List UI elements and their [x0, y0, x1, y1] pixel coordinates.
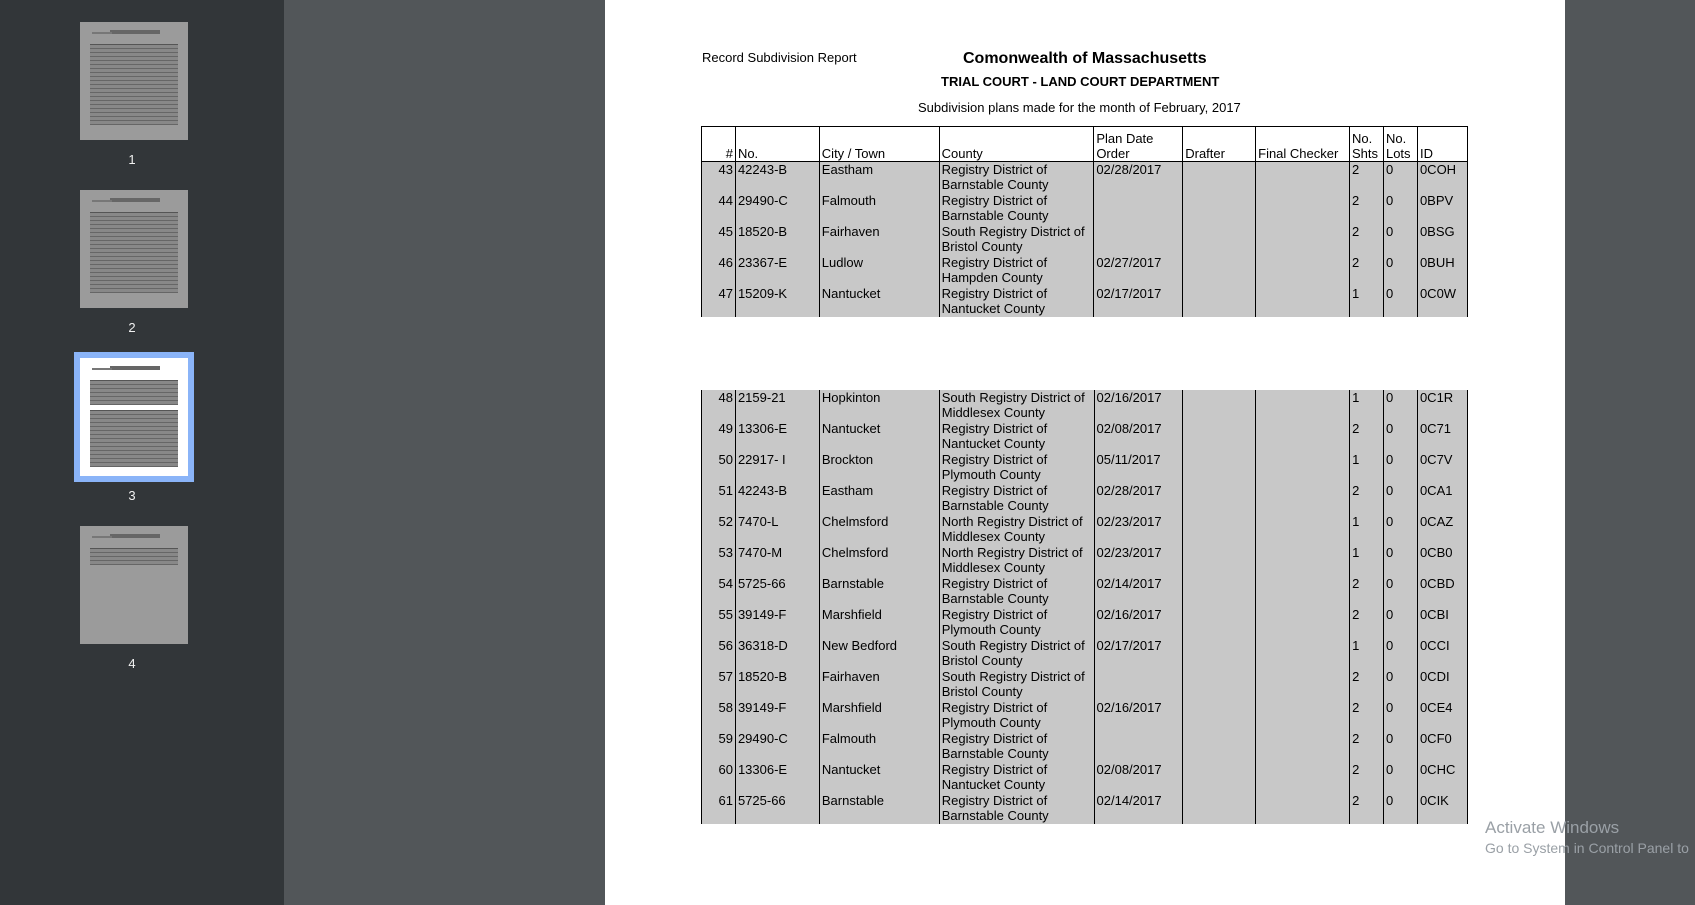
table-cell: 50 — [702, 452, 736, 483]
table-cell: 47 — [702, 286, 736, 317]
table-cell: Nantucket — [819, 421, 939, 452]
table-cell — [1256, 421, 1350, 452]
document-page — [605, 0, 1565, 905]
table-cell — [1094, 669, 1183, 700]
table-cell: 2 — [1350, 700, 1384, 731]
thumbnail-label: 4 — [128, 656, 136, 671]
table-cell — [1183, 162, 1256, 194]
column-header: No. Shts — [1349, 127, 1383, 162]
table-cell: 0BPV — [1417, 193, 1467, 224]
table-cell: Registry District of Nantucket County — [939, 762, 1094, 793]
table-cell: 0 — [1384, 638, 1418, 669]
table-row — [702, 255, 1468, 286]
table-cell: 49 — [702, 421, 736, 452]
table-cell — [1183, 390, 1256, 421]
table-cell: 0 — [1384, 731, 1418, 762]
page-subtitle: TRIAL COURT - LAND COURT DEPARTMENT — [941, 74, 1220, 89]
column-header: ID — [1417, 127, 1467, 162]
table-cell: 1 — [1350, 545, 1384, 576]
table-cell: 58 — [702, 700, 736, 731]
column-header: No. Lots — [1383, 127, 1417, 162]
table-cell: Fairhaven — [819, 224, 939, 255]
table-cell: 2 — [1350, 421, 1384, 452]
table-cell: 2 — [1350, 731, 1384, 762]
subdivision-table-bottom — [701, 390, 1468, 824]
table-cell: 02/23/2017 — [1094, 545, 1183, 576]
table-cell: 2 — [1349, 162, 1383, 194]
page-title: Comonwealth of Massachusetts — [963, 50, 1207, 67]
table-cell: Chelmsford — [819, 545, 939, 576]
table-cell: 2 — [1349, 193, 1383, 224]
table-cell — [1183, 576, 1256, 607]
table-row — [702, 793, 1468, 824]
table-header-row — [702, 127, 1468, 162]
table-cell: 7470-M — [735, 545, 819, 576]
table-cell: 0CBI — [1417, 607, 1467, 638]
table-cell — [1183, 762, 1256, 793]
table-cell — [1256, 793, 1350, 824]
page-thumbnail-image[interactable] — [80, 22, 188, 140]
table-cell: 0C0W — [1417, 286, 1467, 317]
table-cell: Hopkinton — [819, 390, 939, 421]
table-cell — [1094, 731, 1183, 762]
table-cell: 2159-21 — [735, 390, 819, 421]
table-cell — [1256, 514, 1350, 545]
table-cell: Registry District of Plymouth County — [939, 452, 1094, 483]
table-cell: 0C71 — [1417, 421, 1467, 452]
column-header: Final Checker — [1256, 127, 1350, 162]
table-cell: 2 — [1350, 483, 1384, 514]
table-cell: 0 — [1383, 286, 1417, 317]
table-cell: South Registry District of Bristol County — [939, 638, 1094, 669]
table-cell: Registry District of Nantucket County — [939, 421, 1094, 452]
report-period: Subdivision plans made for the month of February, 2017 — [918, 100, 1241, 115]
thumbnail-label: 3 — [128, 488, 136, 503]
table-row — [702, 607, 1468, 638]
table-cell: 57 — [702, 669, 736, 700]
table-cell: 0 — [1384, 421, 1418, 452]
table-cell — [1183, 286, 1256, 317]
table-cell: Eastham — [819, 162, 939, 194]
thumbnail-sidebar — [0, 0, 284, 905]
table-cell: 0CE4 — [1417, 700, 1467, 731]
table-cell — [1183, 421, 1256, 452]
thumbnail-label: 1 — [128, 152, 136, 167]
table-cell: 0CA1 — [1417, 483, 1467, 514]
table-cell: 0 — [1384, 514, 1418, 545]
table-cell: 2 — [1350, 762, 1384, 793]
windows-activation-watermark — [1485, 817, 1689, 859]
table-row — [702, 162, 1468, 194]
table-cell: 2 — [1349, 255, 1383, 286]
table-cell — [1256, 224, 1350, 255]
table-cell: 2 — [1350, 576, 1384, 607]
table-cell: 02/27/2017 — [1094, 255, 1183, 286]
table-cell: 1 — [1350, 514, 1384, 545]
table-cell: 13306-E — [735, 762, 819, 793]
table-cell: 0COH — [1417, 162, 1467, 194]
table-row — [702, 762, 1468, 793]
table-cell: Marshfield — [819, 607, 939, 638]
table-cell: Fairhaven — [819, 669, 939, 700]
table-cell: 13306-E — [735, 421, 819, 452]
table-cell: 2 — [1349, 224, 1383, 255]
table-cell: 39149-F — [735, 607, 819, 638]
table-cell — [1183, 514, 1256, 545]
page-thumbnail-image[interactable] — [80, 190, 188, 308]
table-cell — [1183, 638, 1256, 669]
table-cell: Registry District of Nantucket County — [939, 286, 1094, 317]
table-cell — [1183, 793, 1256, 824]
page-thumbnail-image-selected[interactable] — [74, 352, 194, 482]
table-cell: 02/17/2017 — [1094, 638, 1183, 669]
table-cell: 2 — [1350, 607, 1384, 638]
table-cell — [1256, 762, 1350, 793]
table-cell: 0 — [1383, 255, 1417, 286]
table-row — [702, 286, 1468, 317]
table-cell — [1256, 162, 1350, 194]
table-cell: 0C7V — [1417, 452, 1467, 483]
table-cell: 02/08/2017 — [1094, 762, 1183, 793]
table-cell: South Registry District of Bristol County — [939, 224, 1094, 255]
table-cell — [1256, 669, 1350, 700]
table-cell: 02/08/2017 — [1094, 421, 1183, 452]
table-cell: Registry District of Barnstable County — [939, 193, 1094, 224]
table-row — [702, 193, 1468, 224]
table-cell: 0CBD — [1417, 576, 1467, 607]
table-cell: 36318-D — [735, 638, 819, 669]
table-row — [702, 390, 1468, 421]
table-row — [702, 452, 1468, 483]
table-cell: 44 — [702, 193, 736, 224]
subdivision-table-top — [701, 126, 1468, 317]
table-cell: 0 — [1384, 483, 1418, 514]
table-cell: 02/14/2017 — [1094, 576, 1183, 607]
table-cell: 43 — [702, 162, 736, 194]
column-header: # — [702, 127, 736, 162]
table-cell — [1183, 483, 1256, 514]
table-cell — [1183, 669, 1256, 700]
table-cell: 51 — [702, 483, 736, 514]
table-cell: 56 — [702, 638, 736, 669]
table-row — [702, 545, 1468, 576]
table-cell: 29490-C — [735, 193, 819, 224]
table-cell: 02/16/2017 — [1094, 700, 1183, 731]
table-cell: 0 — [1384, 452, 1418, 483]
table-cell: 0CAZ — [1417, 514, 1467, 545]
table-row — [702, 700, 1468, 731]
table-cell: Registry District of Barnstable County — [939, 793, 1094, 824]
table-cell: Barnstable — [819, 576, 939, 607]
table-cell — [1256, 700, 1350, 731]
table-cell: 0 — [1384, 669, 1418, 700]
table-cell: 1 — [1349, 286, 1383, 317]
table-cell: 02/28/2017 — [1094, 483, 1183, 514]
table-row — [702, 514, 1468, 545]
report-label: Record Subdivision Report — [702, 50, 857, 65]
table-cell: 0 — [1384, 607, 1418, 638]
table-cell: 54 — [702, 576, 736, 607]
table-cell: 0CF0 — [1417, 731, 1467, 762]
table-cell: 05/11/2017 — [1094, 452, 1183, 483]
table-cell: 02/17/2017 — [1094, 286, 1183, 317]
table-cell: Brockton — [819, 452, 939, 483]
table-cell: 0CB0 — [1417, 545, 1467, 576]
table-cell: 02/14/2017 — [1094, 793, 1183, 824]
column-header: Plan Date Order — [1094, 127, 1183, 162]
table-cell: 2 — [1350, 793, 1384, 824]
table-cell — [1094, 224, 1183, 255]
table-cell: Registry District of Plymouth County — [939, 700, 1094, 731]
table-cell: 0BSG — [1417, 224, 1467, 255]
table-cell: 0 — [1384, 390, 1418, 421]
thumbnail-label: 2 — [128, 320, 136, 335]
table-cell: 48 — [702, 390, 736, 421]
table-cell — [1183, 700, 1256, 731]
table-cell — [1256, 483, 1350, 514]
table-cell — [1256, 545, 1350, 576]
table-cell: 52 — [702, 514, 736, 545]
table-cell: New Bedford — [819, 638, 939, 669]
table-cell: 18520-B — [735, 669, 819, 700]
table-cell: 0 — [1383, 162, 1417, 194]
table-cell: Registry District of Barnstable County — [939, 483, 1094, 514]
table-cell: Nantucket — [819, 286, 939, 317]
table-cell: 0C1R — [1417, 390, 1467, 421]
table-cell — [1256, 576, 1350, 607]
table-cell: 0 — [1384, 762, 1418, 793]
table-cell: 0CDI — [1417, 669, 1467, 700]
table-cell: 1 — [1350, 452, 1384, 483]
table-cell: Registry District of Barnstable County — [939, 162, 1094, 194]
table-cell: 02/16/2017 — [1094, 390, 1183, 421]
table-cell: 1 — [1350, 638, 1384, 669]
table-cell: 0BUH — [1417, 255, 1467, 286]
table-cell: 42243-B — [735, 162, 819, 194]
table-cell: 61 — [702, 793, 736, 824]
table-cell: 23367-E — [735, 255, 819, 286]
table-row — [702, 483, 1468, 514]
table-cell: 60 — [702, 762, 736, 793]
table-cell: 0 — [1383, 224, 1417, 255]
table-cell: 5725-66 — [735, 793, 819, 824]
table-row — [702, 669, 1468, 700]
table-cell: 0CCI — [1417, 638, 1467, 669]
table-cell — [1256, 638, 1350, 669]
table-cell: Registry District of Barnstable County — [939, 731, 1094, 762]
table-cell — [1256, 390, 1350, 421]
table-cell — [1183, 224, 1256, 255]
table-cell: Barnstable — [819, 793, 939, 824]
table-cell: South Registry District of Middlesex County — [939, 390, 1094, 421]
table-cell: 7470-L — [735, 514, 819, 545]
table-cell — [1183, 607, 1256, 638]
table-cell — [1256, 286, 1350, 317]
table-cell: 59 — [702, 731, 736, 762]
table-cell: Ludlow — [819, 255, 939, 286]
table-cell: 46 — [702, 255, 736, 286]
table-cell: Marshfield — [819, 700, 939, 731]
table-cell — [1256, 452, 1350, 483]
table-row — [702, 638, 1468, 669]
table-cell: 29490-C — [735, 731, 819, 762]
table-cell: Eastham — [819, 483, 939, 514]
table-row — [702, 576, 1468, 607]
table-row — [702, 224, 1468, 255]
table-cell — [1256, 255, 1350, 286]
table-cell: 1 — [1350, 390, 1384, 421]
table-cell: 39149-F — [735, 700, 819, 731]
column-header: No. — [735, 127, 819, 162]
table-cell — [1256, 731, 1350, 762]
table-cell: Registry District of Hampden County — [939, 255, 1094, 286]
watermark-line-2: Go to System in Control Panel to — [1485, 840, 1689, 856]
table-cell: 0 — [1384, 793, 1418, 824]
table-cell — [1094, 193, 1183, 224]
table-cell: 0 — [1384, 700, 1418, 731]
page-thumbnail-image[interactable] — [80, 526, 188, 644]
table-cell: Registry District of Barnstable County — [939, 576, 1094, 607]
table-cell: Chelmsford — [819, 514, 939, 545]
table-cell — [1183, 545, 1256, 576]
table-cell: Falmouth — [819, 193, 939, 224]
table-cell — [1183, 193, 1256, 224]
table-cell: 0CIK — [1417, 793, 1467, 824]
table-cell: 55 — [702, 607, 736, 638]
table-cell — [1183, 255, 1256, 286]
table-cell: 0 — [1383, 193, 1417, 224]
table-cell: 18520-B — [735, 224, 819, 255]
table-cell: 02/16/2017 — [1094, 607, 1183, 638]
table-cell: South Registry District of Bristol County — [939, 669, 1094, 700]
table-cell: 22917- I — [735, 452, 819, 483]
table-cell — [1256, 607, 1350, 638]
table-cell: 0 — [1384, 545, 1418, 576]
watermark-line-1: Activate Windows — [1485, 818, 1620, 837]
table-cell — [1183, 731, 1256, 762]
table-cell: 5725-66 — [735, 576, 819, 607]
table-cell: 2 — [1350, 669, 1384, 700]
table-cell: 02/28/2017 — [1094, 162, 1183, 194]
table-cell: 02/23/2017 — [1094, 514, 1183, 545]
table-cell: 15209-K — [735, 286, 819, 317]
table-cell: 45 — [702, 224, 736, 255]
table-cell: Nantucket — [819, 762, 939, 793]
table-cell: North Registry District of Middlesex County — [939, 514, 1094, 545]
table-cell: 53 — [702, 545, 736, 576]
table-cell: North Registry District of Middlesex County — [939, 545, 1094, 576]
table-cell — [1183, 452, 1256, 483]
table-cell — [1256, 193, 1350, 224]
column-header: Drafter — [1183, 127, 1256, 162]
table-row — [702, 421, 1468, 452]
column-header: County — [939, 127, 1094, 162]
table-row — [702, 731, 1468, 762]
table-cell: Registry District of Plymouth County — [939, 607, 1094, 638]
column-header: City / Town — [819, 127, 939, 162]
table-cell: 0CHC — [1417, 762, 1467, 793]
table-cell: Falmouth — [819, 731, 939, 762]
table-cell: 0 — [1384, 576, 1418, 607]
table-cell: 42243-B — [735, 483, 819, 514]
